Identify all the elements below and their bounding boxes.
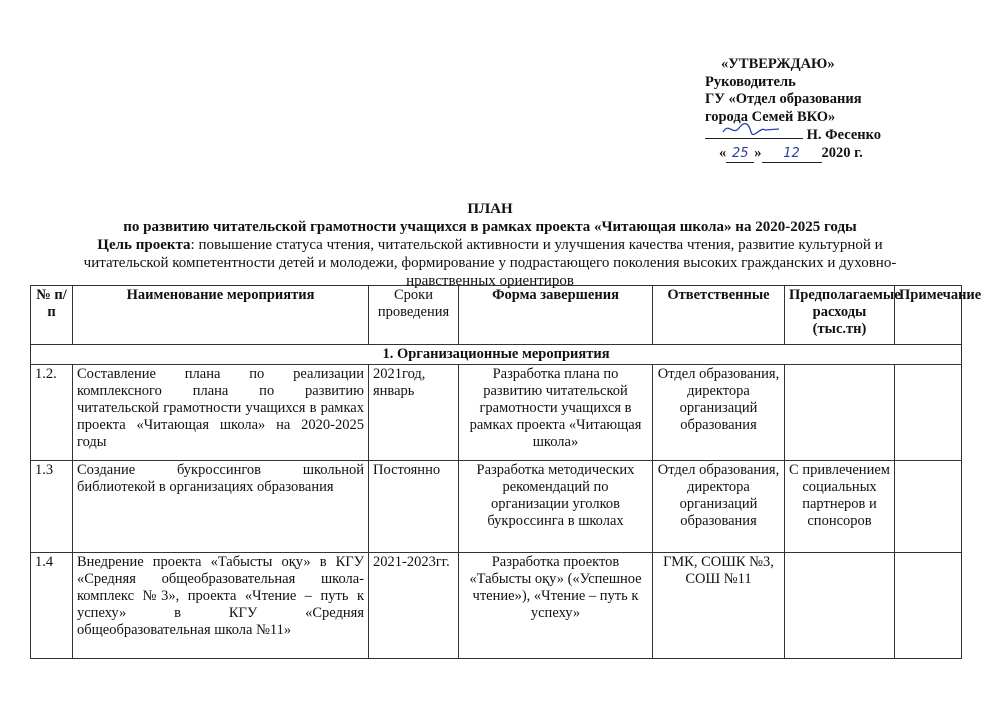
handwritten-signature [705,126,803,139]
cell-note [895,553,962,659]
approval-date [705,145,935,164]
approval-stamp [705,56,935,163]
date-month: 12 [762,145,822,164]
cell-cost: С привлечением социальных партнеров и спонсоров [785,461,895,553]
cell-resp: Отдел образования, директора организаций образования [653,461,785,553]
table-row [31,461,962,553]
signer-name: Н. Фесенко [806,127,882,143]
approval-org-line2: города Семей ВКО» [705,108,836,125]
cell-cost [785,365,895,461]
header-term: Сроки проведения [369,286,459,345]
date-quote-close: » [754,144,762,161]
approval-org-line1: ГУ «Отдел образования [705,91,862,107]
cell-resp: Отдел образования, директора организаций образования [653,365,785,461]
plan-title: ПЛАН [467,201,513,217]
goal-label: Цель проекта [97,237,191,253]
header-form: Форма завершения [459,286,653,345]
section-title: 1. Организационные мероприятия [31,345,962,365]
plan-subtitle: по развитию читательской грамотности учащихся в рамках проекта «Читающая школа» на 2020-2025 годы [123,219,857,235]
header-resp: Ответственные [653,286,785,345]
cell-cost [785,553,895,659]
approval-title: «УТВЕРЖДАЮ» [721,56,835,72]
cell-form: Разработка методических рекомендаций по организации уголков букроссинга в школах [459,461,653,553]
date-day: 25 [726,145,754,164]
cell-name: Создание букроссингов школьной библиотекой в организациях образования [73,461,369,553]
cell-term: Постоянно [369,461,459,553]
table-header-row [31,286,962,345]
cell-note [895,365,962,461]
plan-table [30,285,981,659]
document-heading [60,200,920,290]
cell-form: Разработка плана по развитию читательской грамотности учащихся в рамках проекта «Читающая школа» [459,365,653,461]
date-year: 2020 г. [821,144,863,161]
table-row [31,365,962,461]
cell-form: Разработка проектов «Табысты оқу» («Успешное чтение»), «Чтение – путь к успеху» [459,553,653,659]
date-quote-open: « [719,144,727,161]
project-goal [60,236,920,290]
signature-line [705,126,935,145]
goal-text: : повышение статуса чтения, читательской активности и улучшения качества чтения, развитие культурной и читательской компетентности детей и молодежи, формирование у подрастающего поколения высоких гражданских и духовно-нравственных ориентиров [83,237,897,289]
cell-num: 1.4 [31,553,73,659]
header-note: Примечание [895,286,962,345]
cell-term: 2021-2023гг. [369,553,459,659]
header-cost: Предполагаемые расходы (тыс.тн) [785,286,895,345]
cell-name: Внедрение проекта «Табысты оқу» в КГУ «Средняя общеобразовательная школа-комплекс №3», проекта «Чтение – путь к успеху» в КГУ «Средняя общеобразовательная школа №11» [73,553,369,659]
cell-name: Составление плана по реализации комплексного плана по развитию читательской грамотности учащихся в рамках проекта «Читающая школа» на 2020-2025 годы [73,365,369,461]
header-num: № п/п [31,286,73,345]
section-row [31,345,962,365]
cell-num: 1.2. [31,365,73,461]
cell-resp: ГМК, СОШК №3, СОШ №11 [653,553,785,659]
header-name: Наименование мероприятия [73,286,369,345]
cell-term: 2021год, январь [369,365,459,461]
cell-note [895,461,962,553]
cell-num: 1.3 [31,461,73,553]
table-row [31,553,962,659]
approval-role: Руководитель [705,73,796,90]
